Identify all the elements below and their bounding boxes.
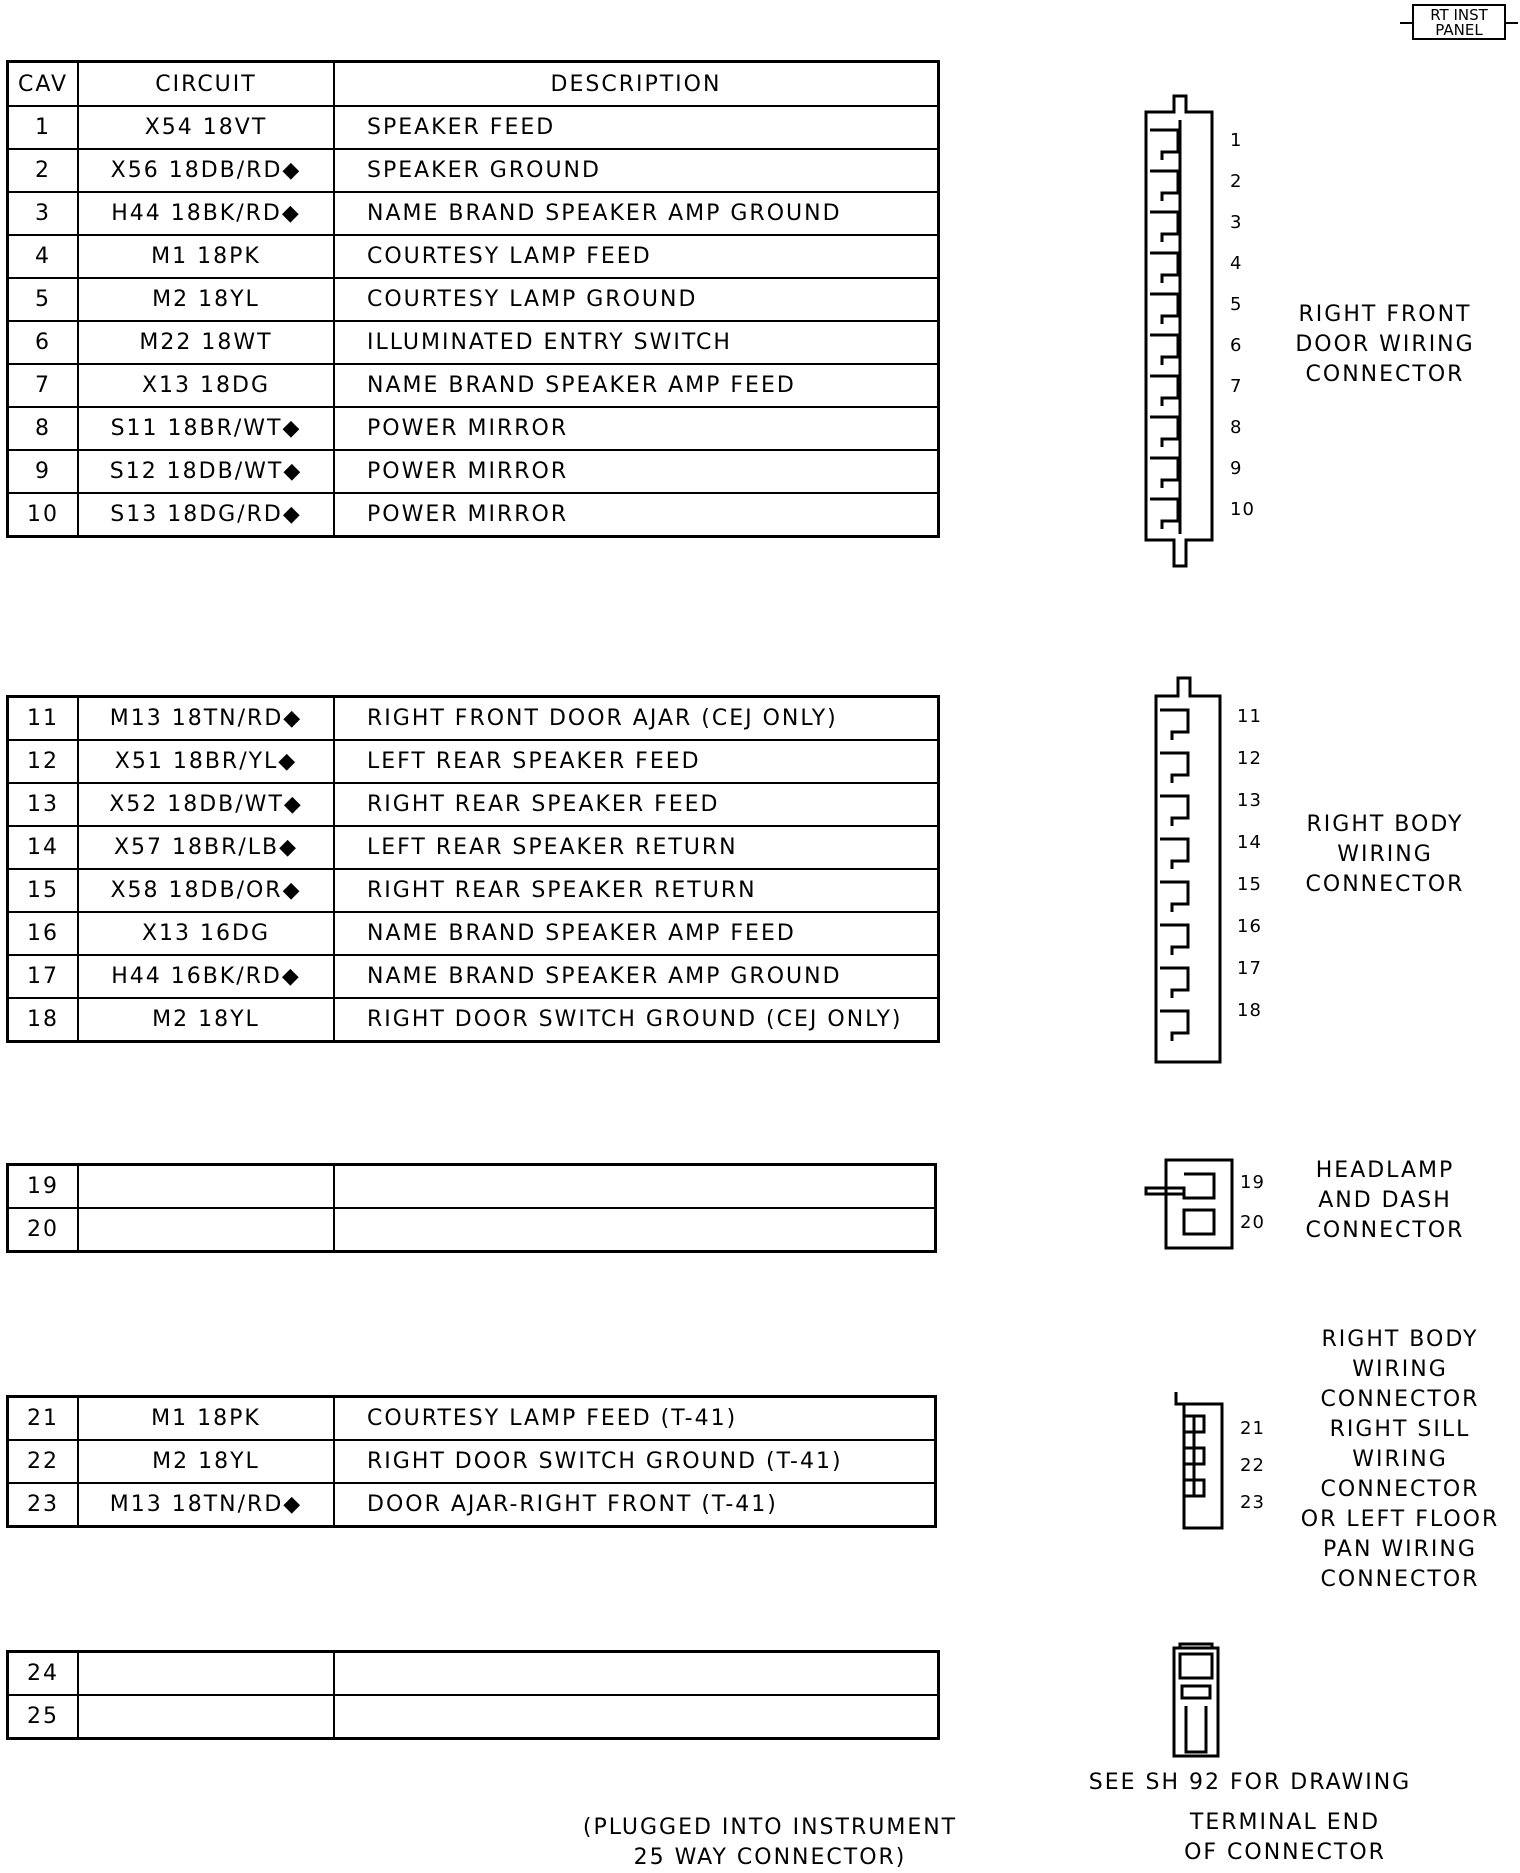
circuit-cell: M2 18YL <box>78 1440 334 1483</box>
circuit-cell: M1 18PK <box>78 1397 334 1441</box>
pin-number: 12 <box>1237 748 1262 769</box>
pin-number: 8 <box>1230 417 1243 438</box>
circuit-cell <box>78 1652 334 1696</box>
description-cell: NAME BRAND SPEAKER AMP GROUND <box>334 192 939 235</box>
connector-slot <box>1160 1011 1188 1041</box>
panel-tag <box>1412 4 1506 40</box>
c4-label-line-6: CONNECTOR <box>1320 1477 1480 1502</box>
cav-cell: 15 <box>8 869 79 912</box>
description-cell: DOOR AJAR-RIGHT FRONT (T-41) <box>334 1483 936 1527</box>
cavity-table-1-10 <box>6 60 940 538</box>
circuit-cell: M2 18YL <box>78 998 334 1042</box>
cav-cell: 9 <box>8 450 79 493</box>
cav-cell: 3 <box>8 192 79 235</box>
circuit-cell: X56 18DB/RD◆ <box>78 149 334 192</box>
connector-slot <box>1150 130 1178 160</box>
description-cell: NAME BRAND SPEAKER AMP GROUND <box>334 955 939 998</box>
c4-label-line-8: PAN WIRING <box>1323 1537 1477 1562</box>
circuit-cell: S11 18BR/WT◆ <box>78 407 334 450</box>
connector-slot <box>1150 335 1178 365</box>
circuit-cell: S12 18DB/WT◆ <box>78 450 334 493</box>
table-row <box>8 1165 936 1209</box>
description-cell: POWER MIRROR <box>334 407 939 450</box>
pin-number: 19 <box>1240 1172 1265 1193</box>
description-cell: COURTESY LAMP FEED <box>334 235 939 278</box>
circuit-cell: M1 18PK <box>78 235 334 278</box>
circuit-cell: X57 18BR/LB◆ <box>78 826 334 869</box>
cav-cell: 13 <box>8 783 79 826</box>
c2-label-line-3: CONNECTOR <box>1305 872 1465 897</box>
circuit-cell <box>78 1208 334 1252</box>
pin-number: 22 <box>1240 1455 1265 1476</box>
description-cell: RIGHT DOOR SWITCH GROUND (T-41) <box>334 1440 936 1483</box>
pin-number: 16 <box>1237 916 1262 937</box>
circuit-cell: X51 18BR/YL◆ <box>78 740 334 783</box>
cav-cell: 20 <box>8 1208 79 1252</box>
cav-cell: 21 <box>8 1397 79 1441</box>
table-row <box>8 955 939 998</box>
header-cav: CAV <box>8 62 79 107</box>
right-body-connector-label <box>1300 810 1470 900</box>
tag-leader-left <box>1400 22 1412 24</box>
pin-number: 7 <box>1230 376 1243 397</box>
circuit-cell: M22 18WT <box>78 321 334 364</box>
c4-label-line-9: CONNECTOR <box>1320 1567 1480 1592</box>
cav-cell: 16 <box>8 912 79 955</box>
cav-cell: 18 <box>8 998 79 1042</box>
connector-slot <box>1160 796 1188 826</box>
c4-label-line-4: RIGHT SILL <box>1329 1417 1471 1442</box>
circuit-cell: X13 16DG <box>78 912 334 955</box>
description-cell <box>334 1208 936 1252</box>
description-cell: RIGHT DOOR SWITCH GROUND (CEJ ONLY) <box>334 998 939 1042</box>
description-cell: RIGHT REAR SPEAKER FEED <box>334 783 939 826</box>
c3-label-line-2: AND DASH <box>1318 1188 1452 1213</box>
circuit-cell: X54 18VT <box>78 106 334 149</box>
description-cell: RIGHT REAR SPEAKER RETURN <box>334 869 939 912</box>
table-row <box>8 321 939 364</box>
cav-cell: 10 <box>8 493 79 537</box>
connector-slot <box>1160 968 1188 998</box>
cav-cell: 5 <box>8 278 79 321</box>
pin-number: 13 <box>1237 790 1262 811</box>
header-circuit: CIRCUIT <box>78 62 334 107</box>
connector-slot <box>1150 171 1178 201</box>
connector-slot <box>1150 253 1178 283</box>
circuit-cell: M13 18TN/RD◆ <box>78 1483 334 1527</box>
c1-label-line-2: DOOR WIRING <box>1295 332 1475 357</box>
connector-slot <box>1160 882 1188 912</box>
headlamp-dash-connector-label <box>1300 1156 1470 1246</box>
table-row <box>8 783 939 826</box>
description-cell: LEFT REAR SPEAKER FEED <box>334 740 939 783</box>
cavity-table-11-18 <box>6 695 940 1043</box>
description-cell: COURTESY LAMP GROUND <box>334 278 939 321</box>
c4-label-line-7: OR LEFT FLOOR <box>1300 1507 1500 1532</box>
table-row <box>8 869 939 912</box>
cav-cell: 8 <box>8 407 79 450</box>
c3-label-line-1: HEADLAMP <box>1315 1158 1455 1183</box>
description-cell: POWER MIRROR <box>334 493 939 537</box>
cav-cell: 14 <box>8 826 79 869</box>
connector-slot <box>1150 212 1178 242</box>
description-cell: RIGHT FRONT DOOR AJAR (CEJ ONLY) <box>334 697 939 741</box>
description-cell: ILLUMINATED ENTRY SWITCH <box>334 321 939 364</box>
cavity-table-21-23 <box>6 1395 937 1528</box>
c2-label-line-1: RIGHT BODY <box>1306 812 1464 837</box>
pin-number: 3 <box>1230 212 1243 233</box>
description-cell: COURTESY LAMP FEED (T-41) <box>334 1397 936 1441</box>
cav-cell: 19 <box>8 1165 79 1209</box>
table-row <box>8 450 939 493</box>
see-sheet-note: SEE SH 92 FOR DRAWING <box>1088 1770 1412 1795</box>
table-row <box>8 493 939 537</box>
circuit-cell: X13 18DG <box>78 364 334 407</box>
cav-cell: 1 <box>8 106 79 149</box>
cav-cell: 22 <box>8 1440 79 1483</box>
plugged-note-line-2: 25 WAY CONNECTOR) <box>633 1845 907 1870</box>
connector-slot <box>1160 839 1188 869</box>
table-row <box>8 149 939 192</box>
description-cell: SPEAKER FEED <box>334 106 939 149</box>
table-row <box>8 998 939 1042</box>
cav-cell: 4 <box>8 235 79 278</box>
table-row <box>8 1397 936 1441</box>
table-row <box>8 192 939 235</box>
pin-number: 14 <box>1237 832 1262 853</box>
right-body-connector-icon <box>1150 672 1230 1068</box>
circuit-cell: S13 18DG/RD◆ <box>78 493 334 537</box>
cav-cell: 7 <box>8 364 79 407</box>
c1-label-line-3: CONNECTOR <box>1305 362 1465 387</box>
connector-slot <box>1160 925 1188 955</box>
pin-number: 15 <box>1237 874 1262 895</box>
pin-number: 20 <box>1240 1212 1265 1233</box>
description-cell: NAME BRAND SPEAKER AMP FEED <box>334 364 939 407</box>
description-cell <box>334 1652 939 1696</box>
circuit-cell: X52 18DB/WT◆ <box>78 783 334 826</box>
cav-cell: 6 <box>8 321 79 364</box>
right-sill-connector-icon <box>1166 1388 1236 1532</box>
circuit-cell: H44 16BK/RD◆ <box>78 955 334 998</box>
table-row <box>8 364 939 407</box>
table-row <box>8 1483 936 1527</box>
pin-number: 10 <box>1230 499 1255 520</box>
terminal-end-icon <box>1166 1640 1226 1760</box>
c4-label-line-2: WIRING <box>1352 1357 1448 1382</box>
right-front-door-connector-icon <box>1140 90 1220 570</box>
connector-slot <box>1150 294 1178 324</box>
circuit-cell: M13 18TN/RD◆ <box>78 697 334 741</box>
circuit-cell: H44 18BK/RD◆ <box>78 192 334 235</box>
tag-leader-right <box>1506 22 1518 24</box>
circuit-cell: X58 18DB/OR◆ <box>78 869 334 912</box>
description-cell: LEFT REAR SPEAKER RETURN <box>334 826 939 869</box>
terminal-end-label <box>1170 1808 1400 1868</box>
pin-number: 11 <box>1237 706 1262 727</box>
cav-cell: 23 <box>8 1483 79 1527</box>
connector-slot <box>1150 376 1178 406</box>
pin-number: 18 <box>1237 1000 1262 1021</box>
connector-slot <box>1160 753 1188 783</box>
right-front-door-connector-label <box>1290 300 1480 390</box>
panel-tag-line-1: RT INST <box>1430 6 1488 24</box>
c3-label-line-3: CONNECTOR <box>1305 1218 1465 1243</box>
circuit-cell <box>78 1165 334 1209</box>
table-row <box>8 697 939 741</box>
table-header-row <box>8 62 939 107</box>
table-row <box>8 1208 936 1252</box>
c4-label-line-3: CONNECTOR <box>1320 1387 1480 1412</box>
connector-slot <box>1150 458 1178 488</box>
right-sill-connector-label <box>1290 1325 1510 1595</box>
cav-cell: 2 <box>8 149 79 192</box>
description-cell: SPEAKER GROUND <box>334 149 939 192</box>
pin-number: 17 <box>1237 958 1262 979</box>
cav-cell: 24 <box>8 1652 79 1696</box>
table-row <box>8 235 939 278</box>
table-row <box>8 106 939 149</box>
cav-cell: 11 <box>8 697 79 741</box>
table-row <box>8 740 939 783</box>
pin-number: 6 <box>1230 335 1243 356</box>
cav-cell: 25 <box>8 1695 79 1739</box>
table-row <box>8 1440 936 1483</box>
pin-number: 1 <box>1230 130 1243 151</box>
connector-slot <box>1150 417 1178 447</box>
pin-number: 2 <box>1230 171 1243 192</box>
connector-slot <box>1160 710 1188 740</box>
cavity-table-19-20 <box>6 1163 937 1253</box>
cavity-table-24-25 <box>6 1650 940 1740</box>
table-row <box>8 1652 939 1696</box>
cav-cell: 12 <box>8 740 79 783</box>
table-row <box>8 912 939 955</box>
plugged-note <box>570 1813 970 1873</box>
terminal-end-line-1: TERMINAL END <box>1189 1810 1381 1835</box>
pin-number: 23 <box>1240 1492 1265 1513</box>
c4-label-line-5: WIRING <box>1352 1447 1448 1472</box>
panel-tag-line-2: PANEL <box>1435 21 1483 39</box>
plugged-note-line-1: (PLUGGED INTO INSTRUMENT <box>582 1815 958 1840</box>
description-cell: POWER MIRROR <box>334 450 939 493</box>
c4-label-line-1: RIGHT BODY <box>1321 1327 1479 1352</box>
description-cell <box>334 1165 936 1209</box>
pin-number: 4 <box>1230 253 1243 274</box>
c1-label-line-1: RIGHT FRONT <box>1298 302 1472 327</box>
c2-label-line-2: WIRING <box>1337 842 1433 867</box>
description-cell <box>334 1695 939 1739</box>
connector-slot <box>1150 499 1178 529</box>
pin-number: 21 <box>1240 1418 1265 1439</box>
table-row <box>8 278 939 321</box>
headlamp-dash-connector-icon <box>1140 1156 1240 1252</box>
table-row <box>8 826 939 869</box>
table-row <box>8 407 939 450</box>
cav-cell: 17 <box>8 955 79 998</box>
pin-number: 9 <box>1230 458 1243 479</box>
description-cell: NAME BRAND SPEAKER AMP FEED <box>334 912 939 955</box>
pin-number: 5 <box>1230 294 1243 315</box>
table-row <box>8 1695 939 1739</box>
circuit-cell <box>78 1695 334 1739</box>
terminal-end-line-2: OF CONNECTOR <box>1184 1840 1386 1865</box>
circuit-cell: M2 18YL <box>78 278 334 321</box>
header-description: DESCRIPTION <box>334 62 939 107</box>
